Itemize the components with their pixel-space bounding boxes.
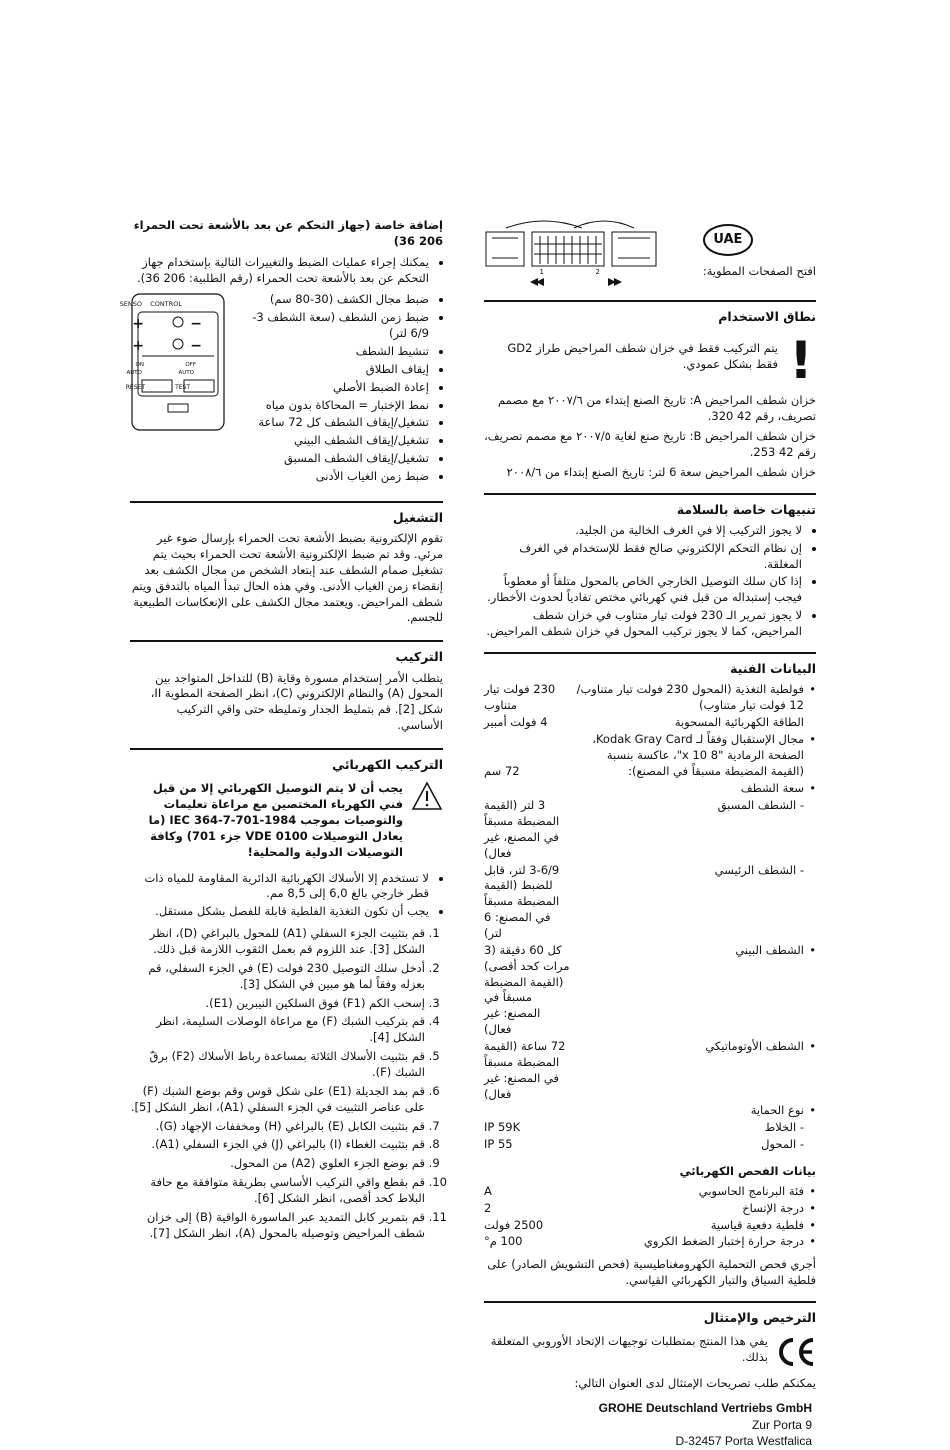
remote-control-figure [119,292,226,432]
spec-label: الطاقة الكهربائية المسحوبة [674,714,804,729]
remote-auto-1: AUTO [126,370,142,377]
uae-oval-badge [703,224,753,256]
spec-value: 72 ساعة (القيمة المضبطة مسبقاً في المصنع: غير فعال) [484,1038,566,1101]
electric-step: 6. قم بمد الجديلة (E1) على شكل قوس وقم بوضع الشبك (F) على عناصر التثبيت في الجزء السفلي (A1)، انظر الشكل [5]. [130,1084,425,1116]
spec-bullet: • [809,1234,816,1249]
spec-bullet [804,715,816,732]
address-block [484,1400,812,1450]
spec-label: درجة الإتساخ [742,1200,804,1215]
uae-header [703,218,816,280]
usage-list [484,393,816,480]
option-item: • ضبط زمن الغياب الأدنى [236,469,429,485]
electric-step: 3. إسحب الكم (F1) فوق السلكين النيبرين (E1). [130,996,425,1012]
spec-value: 4 فولت أمبير [484,714,548,729]
spec-row [484,1234,816,1251]
operation-title: التشغيل [392,509,443,525]
electric-step: 7. قم بتثبيت الكابل (E) بالبراغي (H) ومخففات الإجهاد (G). [130,1119,425,1135]
spec-bullet: • [809,1217,816,1232]
spec-value: 100 م° [484,1234,523,1249]
electric-bullets [130,871,443,921]
spec-bullet: • [809,682,816,697]
usage-item: خزان شطف المراحيض B: تاريخ صنع لغاية ٢٠٠٧/٥ مع مصمم تصريف، رقم 42 253. [484,428,816,459]
rule-installation [130,640,443,642]
spec-label: - الشطف المسبق [717,798,804,813]
safety-list [484,523,816,640]
spec-row [484,1120,816,1137]
company-name: GROHE Deutschland Vertriebs GmbH [598,1400,812,1415]
plus-icon-2: + [132,338,144,355]
options-list [236,292,443,486]
minus-icon-2: − [190,338,202,355]
remote-control: CONTROL [150,300,182,309]
safety-item: • لا يجوز تمرير الـ 230 فولت تيار متناوب في خزان شطف المراحيض، كما لا يجوز تركيب المحول في خزان شطف المراحيض. [484,608,802,640]
spec-row [484,1137,816,1154]
option-item: • نمط الإختبار = المحاكاة بدون مياه [236,398,429,414]
usage-para: يتم التركيب فقط في خزان شطف المراحيض طراز GD2 فقط بشكل عمودي. [507,341,778,372]
remote-test: TEST [175,384,190,392]
uae-label: UAE [713,232,743,248]
option-item: • تنشيط الشطف [236,344,429,360]
usage-item: خزان شطف المراحيض سعة 6 لتر: تاريخ الصنع إبتداء من ٢٠٠٨/٦ [506,464,816,479]
technical-table [484,682,816,1154]
spec-value: 72 سم [484,764,520,779]
rule-electric-install [130,748,443,750]
installation-title: التركيب [395,649,443,665]
spec-label: فلطية دفعية قياسية [710,1217,804,1232]
spec-label: - الشطف الرئيسي [714,862,804,877]
spec-value: 3-6/9 لتر، قابل للضبط (القيمة المضبطة مسبقاً في المصنع: 6 لتر) [484,862,560,940]
spec-label: فئة البرنامج الحاسوبي [698,1183,804,1198]
remote-auto-2: AUTO [178,370,194,377]
electric-step: 11. قم بتمرير كابل التمديد عبر الماسورة الواقية (B) إلى خزان شطف المراحيض وتوصيله بالمحول (A)، انظر الشكل [7]. [130,1210,425,1242]
electric-step: 2. أدخل سلك التوصيل 230 فولت (E) في الجزء السفلي، قم بعزله وفقاً لما هو مبين في الشكل [3]. [130,961,425,993]
safety-title: تنبيهات خاصة بالسلامة [676,501,816,517]
electrical-note: أجري فحص التحملية الكهرومغناطيسية (فحص التشويش الصادر) على فلطية السياق والتيار الكهربائي القياسي. [487,1257,816,1288]
spec-label: الشطف البيني [735,942,804,957]
unfold-caption: افتح الصفحات المطوية: [702,264,816,278]
electrical-title: بيانات الفحص الكهربائي [679,1163,816,1178]
safety-item: • لا يجوز التركيب إلا في الغرف الخالية من الجليد. [484,523,802,539]
electrical-table [484,1184,816,1251]
option-item: • ضبط مجال الكشف (30-80 سم) [236,292,429,308]
spec-value [484,1103,570,1120]
fig-mark-2: 2 [595,268,600,276]
spec-label: - المحول [761,1137,804,1152]
approval-request: يمكنكم طلب تصريحات الإمتثال لدى العنوان التالي: [574,1375,816,1390]
usage-item: خزان شطف المراحيض A: تاريخ الصنع إبتداء من ٢٠٠٧/٦ مع مصمم تصريف، رقم 42 320. [498,393,816,424]
spec-bullet: • [809,1200,816,1215]
option-item: • إيقاف الطلاق [236,362,429,378]
electric-step: 9. قم بوضع الجزء العلوي (A2) من المحول. [130,1156,425,1172]
spec-bullet [804,1137,816,1154]
approval-box [484,1334,816,1370]
spec-label: مجال الإستقبال وفقاً لـ Kodak Gray Card، الصفحة الرمادية "8 x 10"، عاكسة بنسبة [592,731,804,762]
option-item: • إعادة الضبط الأصلي [236,380,429,396]
electric-step: 5. قم بتثبيت الأسلاك الثلاثة بمساعدة رباط الأسلاك (F2) برقّ الشبك (F). [130,1049,425,1081]
spec-label: نوع الحماية [750,1103,804,1118]
plus-icon-1: + [132,316,144,333]
rule-operation [130,501,443,503]
spec-row [484,1218,816,1235]
remote-reset: RESET [125,384,145,392]
spec-bullet: • [809,942,816,957]
remote-on: ON [135,362,144,369]
spec-value: IP 59K [484,1120,521,1135]
spec-value: 2500 فولت [484,1217,544,1232]
electric-warning-text: يجب أن لا يتم التوصيل الكهربائي إلا من قبل فني الكهرباء المختصين مع مراعاة تعليمات والتوصيات بموجب IEC 364-7-701-1984 (ما يعادل التوصيلات VDE 0100 جزء 701) وكافة التوصيلات الدولية والمحلية! [148,781,403,859]
spec-row [484,1103,816,1120]
fig-mark-1: 1 [539,268,544,276]
option-item: • تشغيل/إيقاف الشطف المسبق [236,451,429,467]
spec-row [484,1039,816,1103]
ce-mark-icon [776,1335,816,1369]
electric-step: 8. قم بتثبيت الغطاء (I) بالبراغي (J) في الجزء السفلي (A1). [130,1137,425,1153]
options-intro: • يمكنك إجراء عمليات الضبط والتغييرات التالية بإستخدام جهاز التحكم عن بعد بالأشعة تحت الحمراء (رقم الطلبية: 206 36). [130,255,429,287]
spec-bullet: • [809,1038,816,1053]
operation-text: تقوم الإلكترونية بضبط الأشعة تحت الحمراء بإرسال ضوء غير مرئي. وقد تم ضبط الإلكترونية الأشعة تحت الحمراء بحيث يتم تشغيل صمام الشطف عند إبتعاد الشخص من مجال الكشف بعد إنقضاء زمن الغياب الأدنى. وفي هذه الحال تبدأ المياه بالتدفق ويتم شطف المراحيض. ويعتمد مجال الكشف على الإنعكاسات الطبيعية للجسم. [131,531,443,625]
approval-title: الترخيص والإمتثال [703,1310,816,1325]
options-intro-list [130,255,443,287]
electric-step: 10. قم بقطع واقي التركيب الأساسي بطريقة متوافقة مع حافة البلاط كحد أقصى، انظر الشكل [6]. [130,1175,425,1207]
spec-bullet: • [809,1183,816,1198]
spec-row [484,732,816,765]
rule-safety [484,493,816,495]
spec-row [484,1184,816,1201]
spec-value: 230 فولت تيار متناوب [484,682,556,712]
rule-approval [484,1301,816,1303]
spec-row [484,781,816,798]
electric-install-title: التركيب الكهربائي [332,756,443,772]
spec-label: سعة الشطف [740,781,804,796]
spec-bullet: • [809,781,816,796]
technical-title: البيانات الفنية [730,660,816,676]
spec-row [484,715,816,732]
spec-bullet: • [809,731,816,746]
spec-value: 3 لتر (القيمة المضبطة مسبقاً في المصنع، غير فعال) [484,798,560,860]
spec-label: درجة حرارة إختبار الضغط الكروي [643,1234,804,1249]
address-city: D-32457 Porta Westfalica [675,1434,812,1449]
option-item: • ضبط زمن الشطف (سعة الشطف 3-6/9 لتر) [236,310,429,342]
installation-text: يتطلب الأمر إستخدام مسورة وقاية (B) للتداخل المتواجد بين المحول (A) والنظام الإلكتروني (C)، انظر الصفحة المطوية II، شكل [2]. قم بتمليط الجدار وتمليطه حتى واقي التركيب الأساسي. [150,670,443,733]
spec-bullet [804,798,816,862]
spec-row [484,764,816,781]
spec-row [484,863,816,943]
electric-bullet: • يجب أن تكون التغذية الفلطية قابلة للفصل بشكل مستقل. [130,904,429,920]
header-row [484,218,816,288]
spec-row [484,682,816,715]
rule-usage [484,300,816,302]
electric-bullet: • لا تستخدم إلا الأسلاك الكهربائية الدائرية المقاومة للمياه ذات قطر خارجي بالغ 6,0 إلى 8,5 مم. [130,871,429,903]
spec-row [484,798,816,862]
spec-value: كل 60 دقيقة (3 مرات كحد أقصى) (القيمة المضبطة مسبقاً في المصنع: غير فعال) [484,942,570,1037]
usage-title: نطاق الاستخدام [718,309,816,324]
electric-step: 4. قم بتركيب الشبك (F) مع مراعاة الوصلات السليمة، انظر الشكل [4]. [130,1014,425,1046]
electric-warning [130,781,443,864]
usage-warning [484,331,816,392]
safety-item: • إذا كان سلك التوصيل الخارجي الخاص بالمحول متلفاً أو معطوباً فيجب إستبداله من قبل فني كهربائي مختص تفادياً لحدوث الأخطار. [484,574,802,606]
exclamation-icon: ! [789,331,813,392]
address-street: Zur Porta 9 [751,1417,812,1432]
spec-bullet [804,863,816,943]
spec-value [484,732,570,765]
option-item: • تشغيل/إيقاف الشطف البيني [236,433,429,449]
spec-row [484,1201,816,1218]
spec-value: IP 55 [484,1137,513,1152]
options-remote-row [119,292,443,486]
minus-icon-1: − [190,316,202,333]
spec-bullet [804,1120,816,1137]
approval-text: يفي هذا المنتج بمتطلبات توجيهات الإتحاد الأوروبي المتعلقة بذلك. [490,1334,768,1365]
electric-steps [130,926,443,1241]
rule-technical [484,652,816,654]
spec-value: 2 [484,1200,492,1215]
spec-bullet: • [809,1103,816,1118]
options-title: إضافة خاصة (جهاز التحكم عن بعد بالأشعة تحت الحمراء 206 36) [133,218,443,248]
spec-bullet [804,764,816,781]
left-column [119,218,443,1245]
spec-label: (القيمة المضبطة مسبقاً في المصنع): [628,764,804,779]
safety-item: • إن نظام التحكم الإلكتروني صالح فقط للإستخدام في الغرف المغلقة. [484,541,802,573]
spec-row [484,943,816,1039]
spec-label: فولطية التغذية (المحول 230 فولت تيار متناوب/ 12 فولت تيار متناوب) [576,682,804,712]
remote-off: OFF [185,362,196,369]
spec-label: - الخلاط [764,1120,804,1135]
spec-value [484,781,570,798]
remote-senso: SENSO [119,300,142,309]
warning-triangle-icon [411,781,443,811]
foldout-pages-figure [484,218,660,288]
spec-label: الشطف الأوتوماتيكي [705,1038,804,1053]
electric-step: 1. قم بتثبيت الجزء السفلي (A1) للمحول بالبراغي (D)، انظر الشكل [3]. عند اللزوم قم بعمل الثقوب اللازمة قبل ذلك. [130,926,425,958]
right-column [484,218,816,1450]
arrow-right-icon-2 [614,278,622,286]
option-item: • تشغيل/إيقاف الشطف كل 72 ساعة [236,415,429,431]
spec-value: A [484,1183,492,1198]
